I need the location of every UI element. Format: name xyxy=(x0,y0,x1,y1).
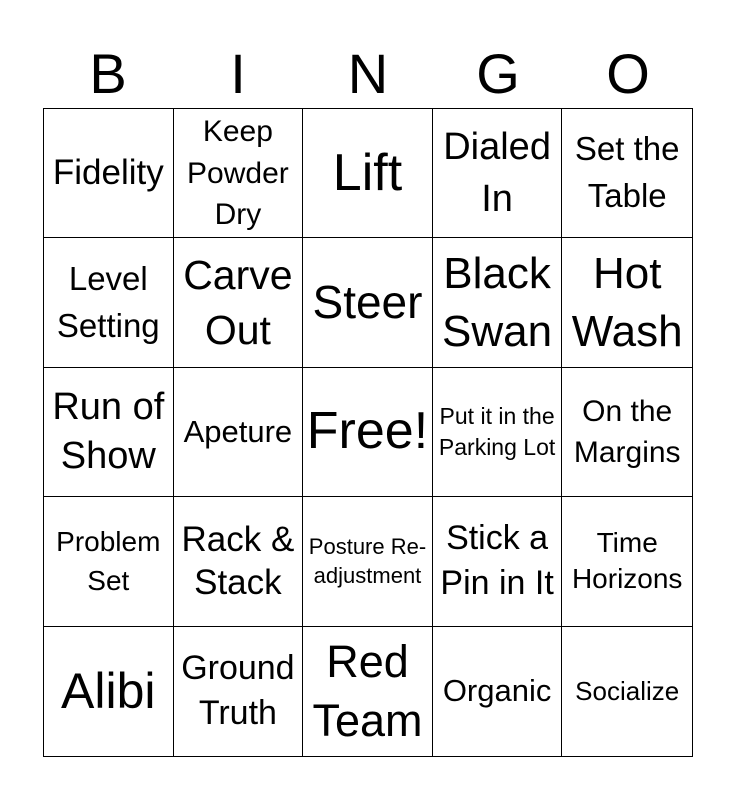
cell-label: On the Margins xyxy=(573,394,681,469)
cell-label: Carve Out xyxy=(183,252,293,353)
cell-label: Red Team xyxy=(312,635,423,747)
bingo-cell[interactable] xyxy=(44,627,174,756)
header-letter-b: B xyxy=(89,42,127,105)
cell-label: Stick a Pin in It xyxy=(440,518,554,603)
bingo-cell[interactable] xyxy=(562,238,692,367)
bingo-cell[interactable] xyxy=(433,627,563,756)
header-letter-o: O xyxy=(606,42,650,105)
cell-label: Black Swan xyxy=(442,248,553,356)
bingo-cell[interactable] xyxy=(433,238,563,367)
bingo-cell[interactable] xyxy=(562,109,692,238)
cell-label: Fidelity xyxy=(52,152,164,192)
bingo-cell[interactable] xyxy=(44,109,174,238)
bingo-cell[interactable] xyxy=(174,109,304,238)
bingo-board xyxy=(43,108,693,757)
cell-label: Organic xyxy=(442,673,552,709)
bingo-cell[interactable] xyxy=(44,368,174,497)
cell-label: Alibi xyxy=(61,662,156,719)
bingo-cell[interactable] xyxy=(433,368,563,497)
cell-label: Time Horizons xyxy=(571,527,683,595)
bingo-cell[interactable] xyxy=(303,497,433,626)
bingo-cell[interactable] xyxy=(303,368,433,497)
cell-label: Lift xyxy=(332,143,403,202)
bingo-cell[interactable] xyxy=(562,627,692,756)
header-letter-g: G xyxy=(476,42,520,105)
bingo-cell[interactable] xyxy=(562,368,692,497)
cell-label: Put it in the Parking Lot xyxy=(438,403,556,460)
bingo-cell[interactable] xyxy=(174,368,304,497)
cell-label: Problem Set xyxy=(56,526,161,597)
bingo-cell[interactable] xyxy=(174,497,304,626)
cell-label: Steer xyxy=(312,276,423,329)
bingo-cell[interactable] xyxy=(303,109,433,238)
cell-label: Free! xyxy=(306,402,429,461)
header-letter-i: I xyxy=(230,42,246,105)
cell-label: Dialed In xyxy=(443,125,551,221)
bingo-cell[interactable] xyxy=(44,238,174,367)
bingo-cell[interactable] xyxy=(433,109,563,238)
bingo-cell[interactable] xyxy=(562,497,692,626)
cell-label: Ground Truth xyxy=(181,649,295,733)
bingo-cell[interactable] xyxy=(303,238,433,367)
cell-label: Rack & Stack xyxy=(181,519,295,603)
bingo-header xyxy=(43,40,693,108)
cell-label: Run of Show xyxy=(52,385,165,477)
cell-label: Posture Re-adjustment xyxy=(308,533,427,589)
cell-label: Apeture xyxy=(183,413,293,449)
bingo-cell[interactable] xyxy=(44,497,174,626)
bingo-cell[interactable] xyxy=(174,627,304,756)
bingo-cell[interactable] xyxy=(174,238,304,367)
cell-label: Socialize xyxy=(575,675,680,706)
cell-label: Keep Powder Dry xyxy=(187,115,289,231)
cell-label: Set the Table xyxy=(574,130,680,215)
bingo-cell[interactable] xyxy=(303,627,433,756)
cell-label: Hot Wash xyxy=(571,248,683,356)
cell-label: Level Setting xyxy=(56,260,160,344)
header-letter-n: N xyxy=(347,42,389,105)
bingo-cell[interactable] xyxy=(433,497,563,626)
